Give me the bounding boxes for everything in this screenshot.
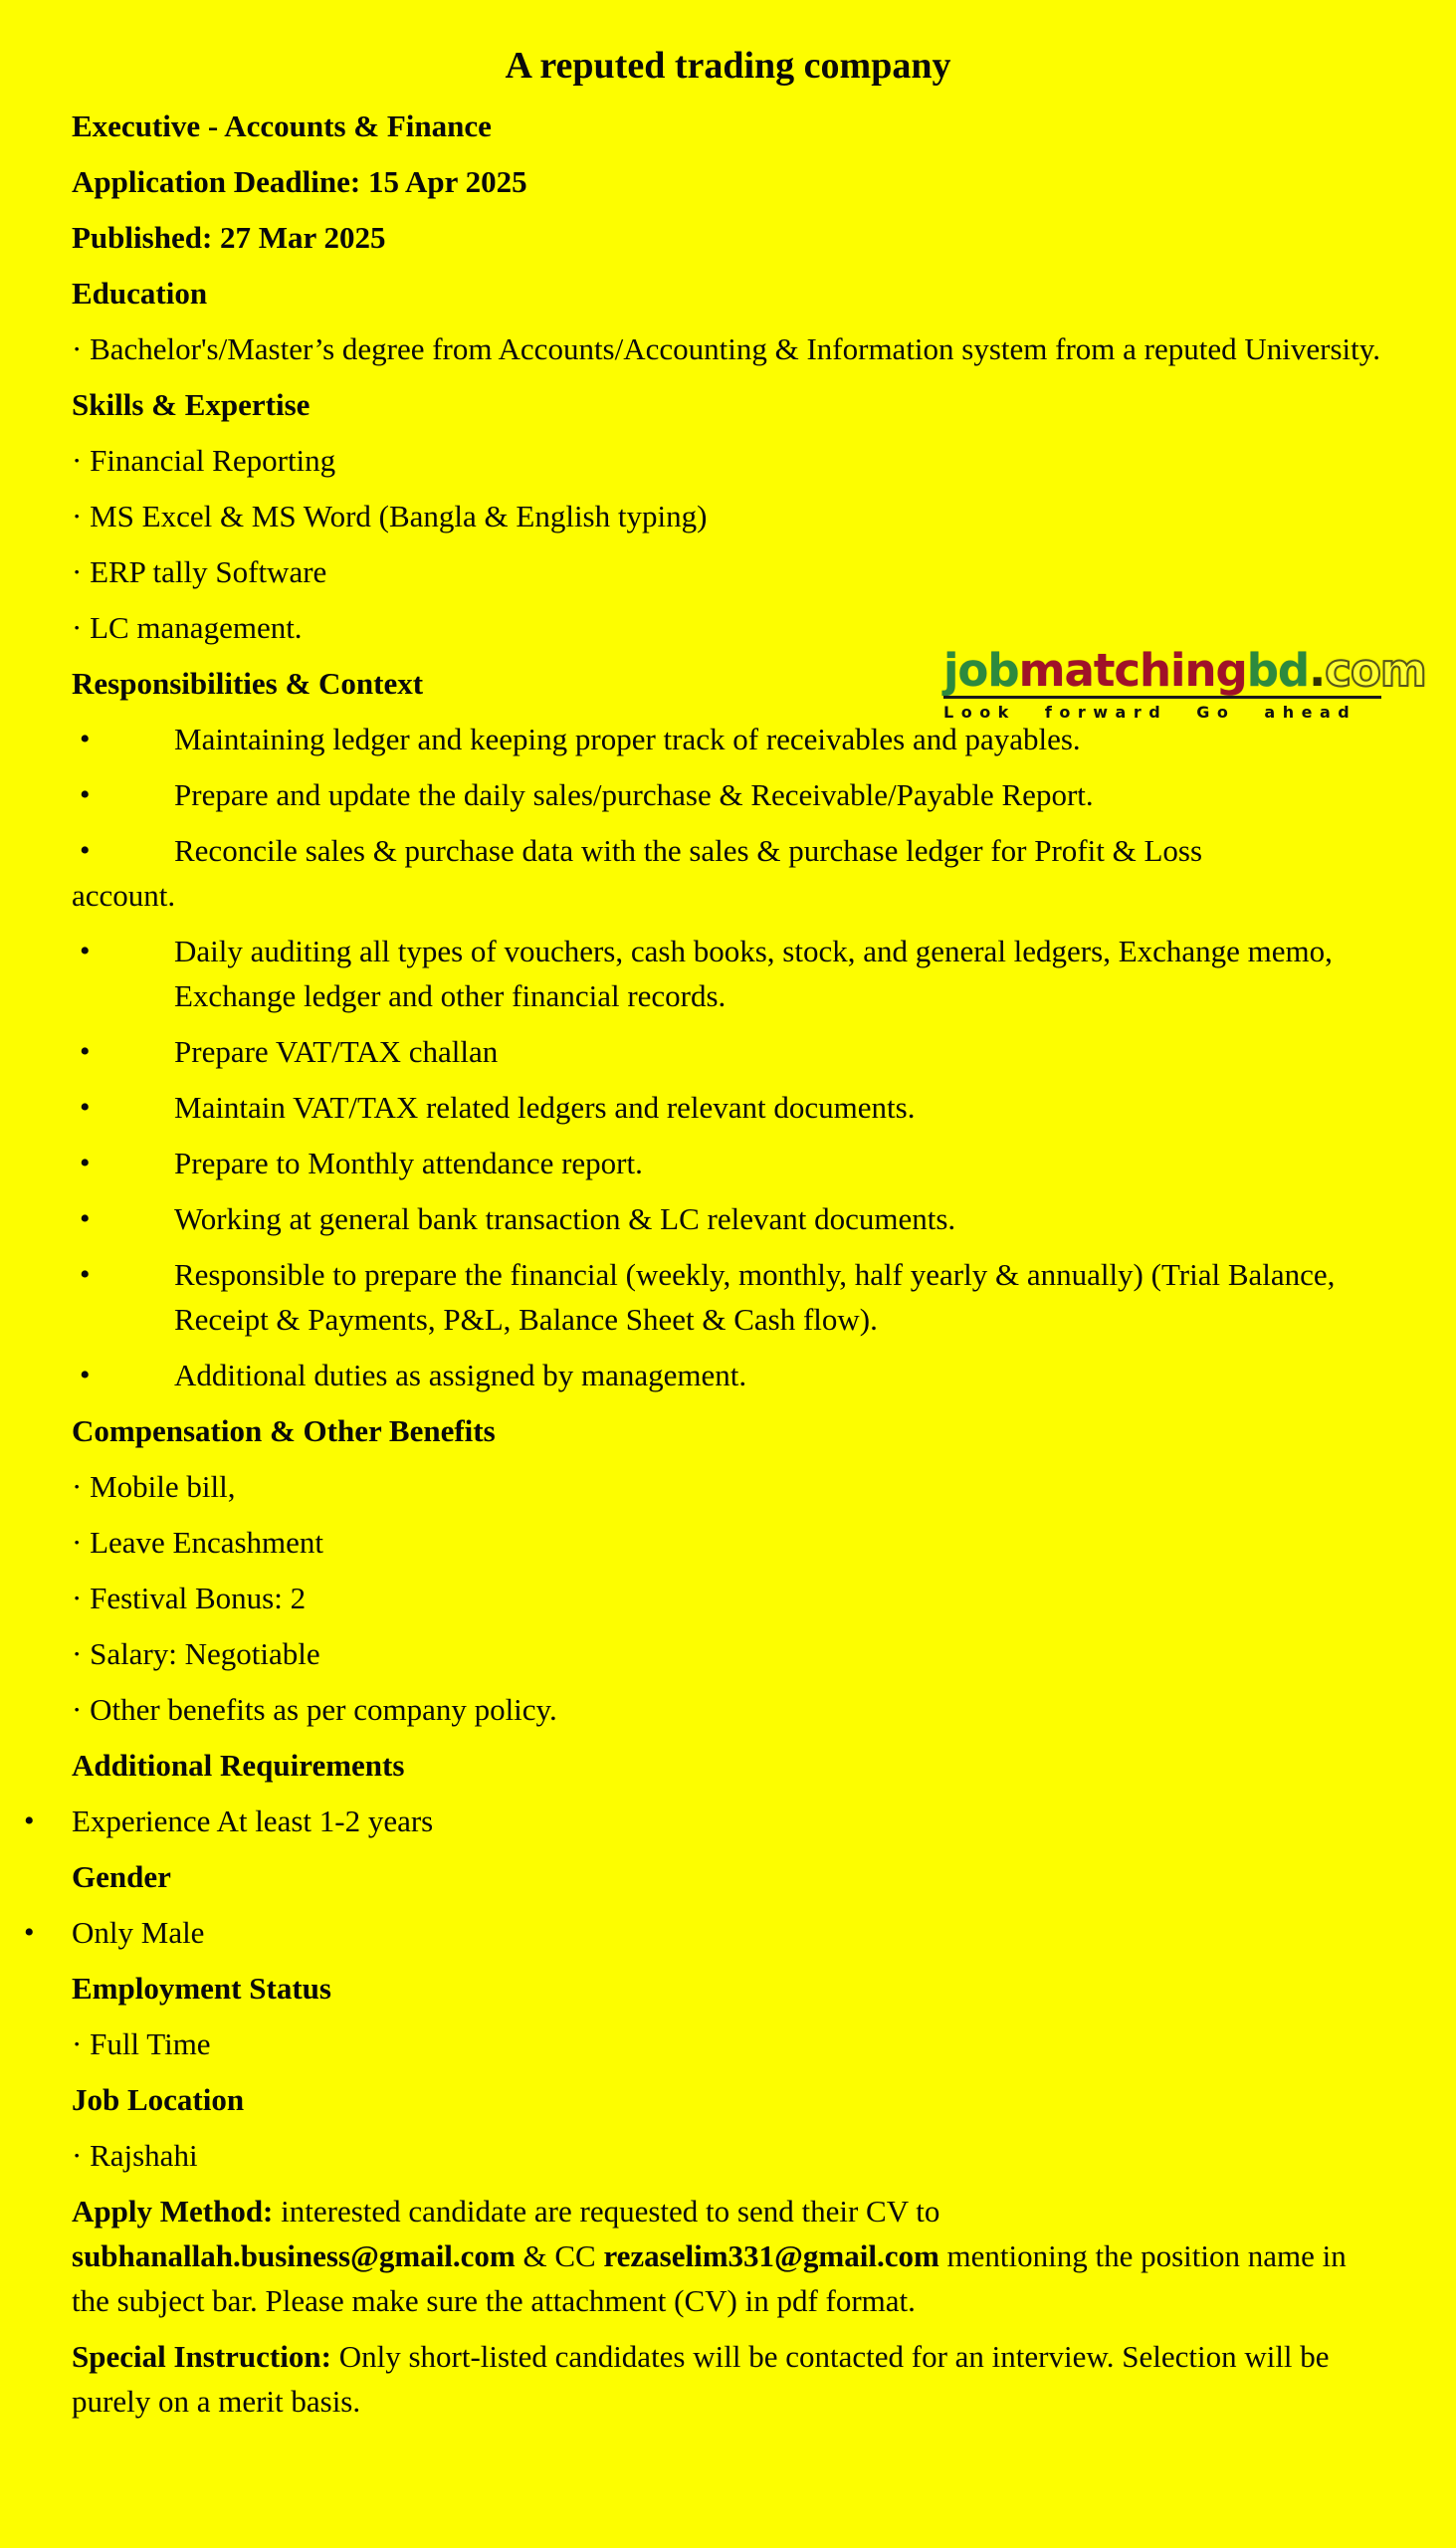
compensation-item: · Salary: Negotiable xyxy=(72,1636,320,1671)
responsibility-item: • Working at general bank transaction & LC relevant documents. xyxy=(72,1196,1384,1241)
responsibilities-list xyxy=(72,929,1384,1397)
application-deadline: Application Deadline: 15 Apr 2025 xyxy=(72,164,527,199)
apply-email-cc: rezaselim331@gmail.com xyxy=(603,2238,939,2273)
additional-requirements-heading: Additional Requirements xyxy=(72,1748,405,1783)
apply-method-paragraph xyxy=(72,2189,1384,2323)
additional-requirement-item: • Experience At least 1-2 years xyxy=(72,1799,1384,1843)
responsibility-item: • Maintaining ledger and keeping proper track of receivables and payables. xyxy=(72,717,1384,761)
published-date: Published: 27 Mar 2025 xyxy=(72,220,386,255)
education-item: · Bachelor's/Master’s degree from Accounts/Accounting & Information system from a reputed University. xyxy=(72,331,1380,366)
logo-wordmark xyxy=(943,644,1426,697)
apply-method-text: & CC xyxy=(515,2238,604,2273)
special-instruction-label: Special Instruction: xyxy=(72,2339,331,2374)
logo-word-com: com xyxy=(1325,644,1426,697)
responsibilities-list xyxy=(72,717,1384,873)
employment-status-heading: Employment Status xyxy=(72,1971,331,2006)
responsibility-continuation: account. xyxy=(72,878,176,913)
gender-list xyxy=(72,1910,1384,1955)
job-location-heading: Job Location xyxy=(72,2082,245,2117)
apply-method-label: Apply Method: xyxy=(72,2194,274,2229)
skill-item: · ERP tally Software xyxy=(72,554,327,589)
page-title: A reputed trading company xyxy=(505,45,951,87)
logo-tagline: Look forward Go ahead xyxy=(943,703,1357,722)
special-instruction-paragraph xyxy=(72,2334,1384,2424)
jobmatchingbd-logo xyxy=(943,644,1426,722)
gender-item: • Only Male xyxy=(72,1910,1384,1955)
apply-method-text: interested candidate are requested to send their CV to xyxy=(273,2194,940,2229)
skill-item: · LC management. xyxy=(72,610,303,645)
skill-item: · MS Excel & MS Word (Bangla & English typing) xyxy=(72,499,708,533)
education-heading: Education xyxy=(72,276,208,311)
logo-dot: . xyxy=(1309,644,1326,697)
compensation-item: · Festival Bonus: 2 xyxy=(72,1581,307,1615)
responsibility-item: • Reconcile sales & purchase data with the sales & purchase ledger for Profit & Loss xyxy=(72,828,1384,873)
responsibility-item: • Maintain VAT/TAX related ledgers and relevant documents. xyxy=(72,1085,1384,1130)
responsibility-item: • Prepare VAT/TAX challan xyxy=(72,1029,1384,1074)
apply-method-text: mentioning the position name in the subject bar. Please make sure the attachment (CV) in pdf format. xyxy=(72,2238,1347,2318)
responsibility-item: • Daily auditing all types of vouchers, cash books, stock, and general ledgers, Exchange memo, Exchange ledger and other financial records. xyxy=(72,929,1384,1018)
special-instruction-text: Only short-listed candidates will be contacted for an interview. Selection will be purely on a merit basis. xyxy=(72,2339,1330,2419)
compensation-heading: Compensation & Other Benefits xyxy=(72,1413,496,1448)
responsibility-item: • Additional duties as assigned by management. xyxy=(72,1353,1384,1397)
additional-requirements-list xyxy=(72,1799,1384,1843)
gender-heading: Gender xyxy=(72,1859,171,1894)
compensation-item: · Other benefits as per company policy. xyxy=(72,1692,557,1727)
job-position: Executive - Accounts & Finance xyxy=(72,108,492,143)
logo-word-matching: matching xyxy=(1018,644,1247,697)
employment-status-item: · Full Time xyxy=(72,2026,211,2061)
logo-word-bd: bd xyxy=(1246,644,1310,697)
skills-heading: Skills & Expertise xyxy=(72,387,311,422)
responsibility-item: • Prepare and update the daily sales/purchase & Receivable/Payable Report. xyxy=(72,772,1384,817)
responsibility-item: • Prepare to Monthly attendance report. xyxy=(72,1141,1384,1185)
apply-email-to: subhanallah.business@gmail.com xyxy=(72,2238,516,2273)
responsibilities-heading: Responsibilities & Context xyxy=(72,666,424,701)
job-location-item: · Rajshahi xyxy=(72,2138,198,2173)
compensation-item: · Leave Encashment xyxy=(72,1525,324,1560)
skill-item: · Financial Reporting xyxy=(72,443,336,478)
responsibility-item: • Responsible to prepare the financial (weekly, monthly, half yearly & annually) (Trial Balance, Receipt & Payments, P&L, Balance Sheet & Cash flow). xyxy=(72,1252,1384,1342)
compensation-item: · Mobile bill, xyxy=(72,1469,236,1504)
logo-word-job: job xyxy=(943,644,1019,697)
